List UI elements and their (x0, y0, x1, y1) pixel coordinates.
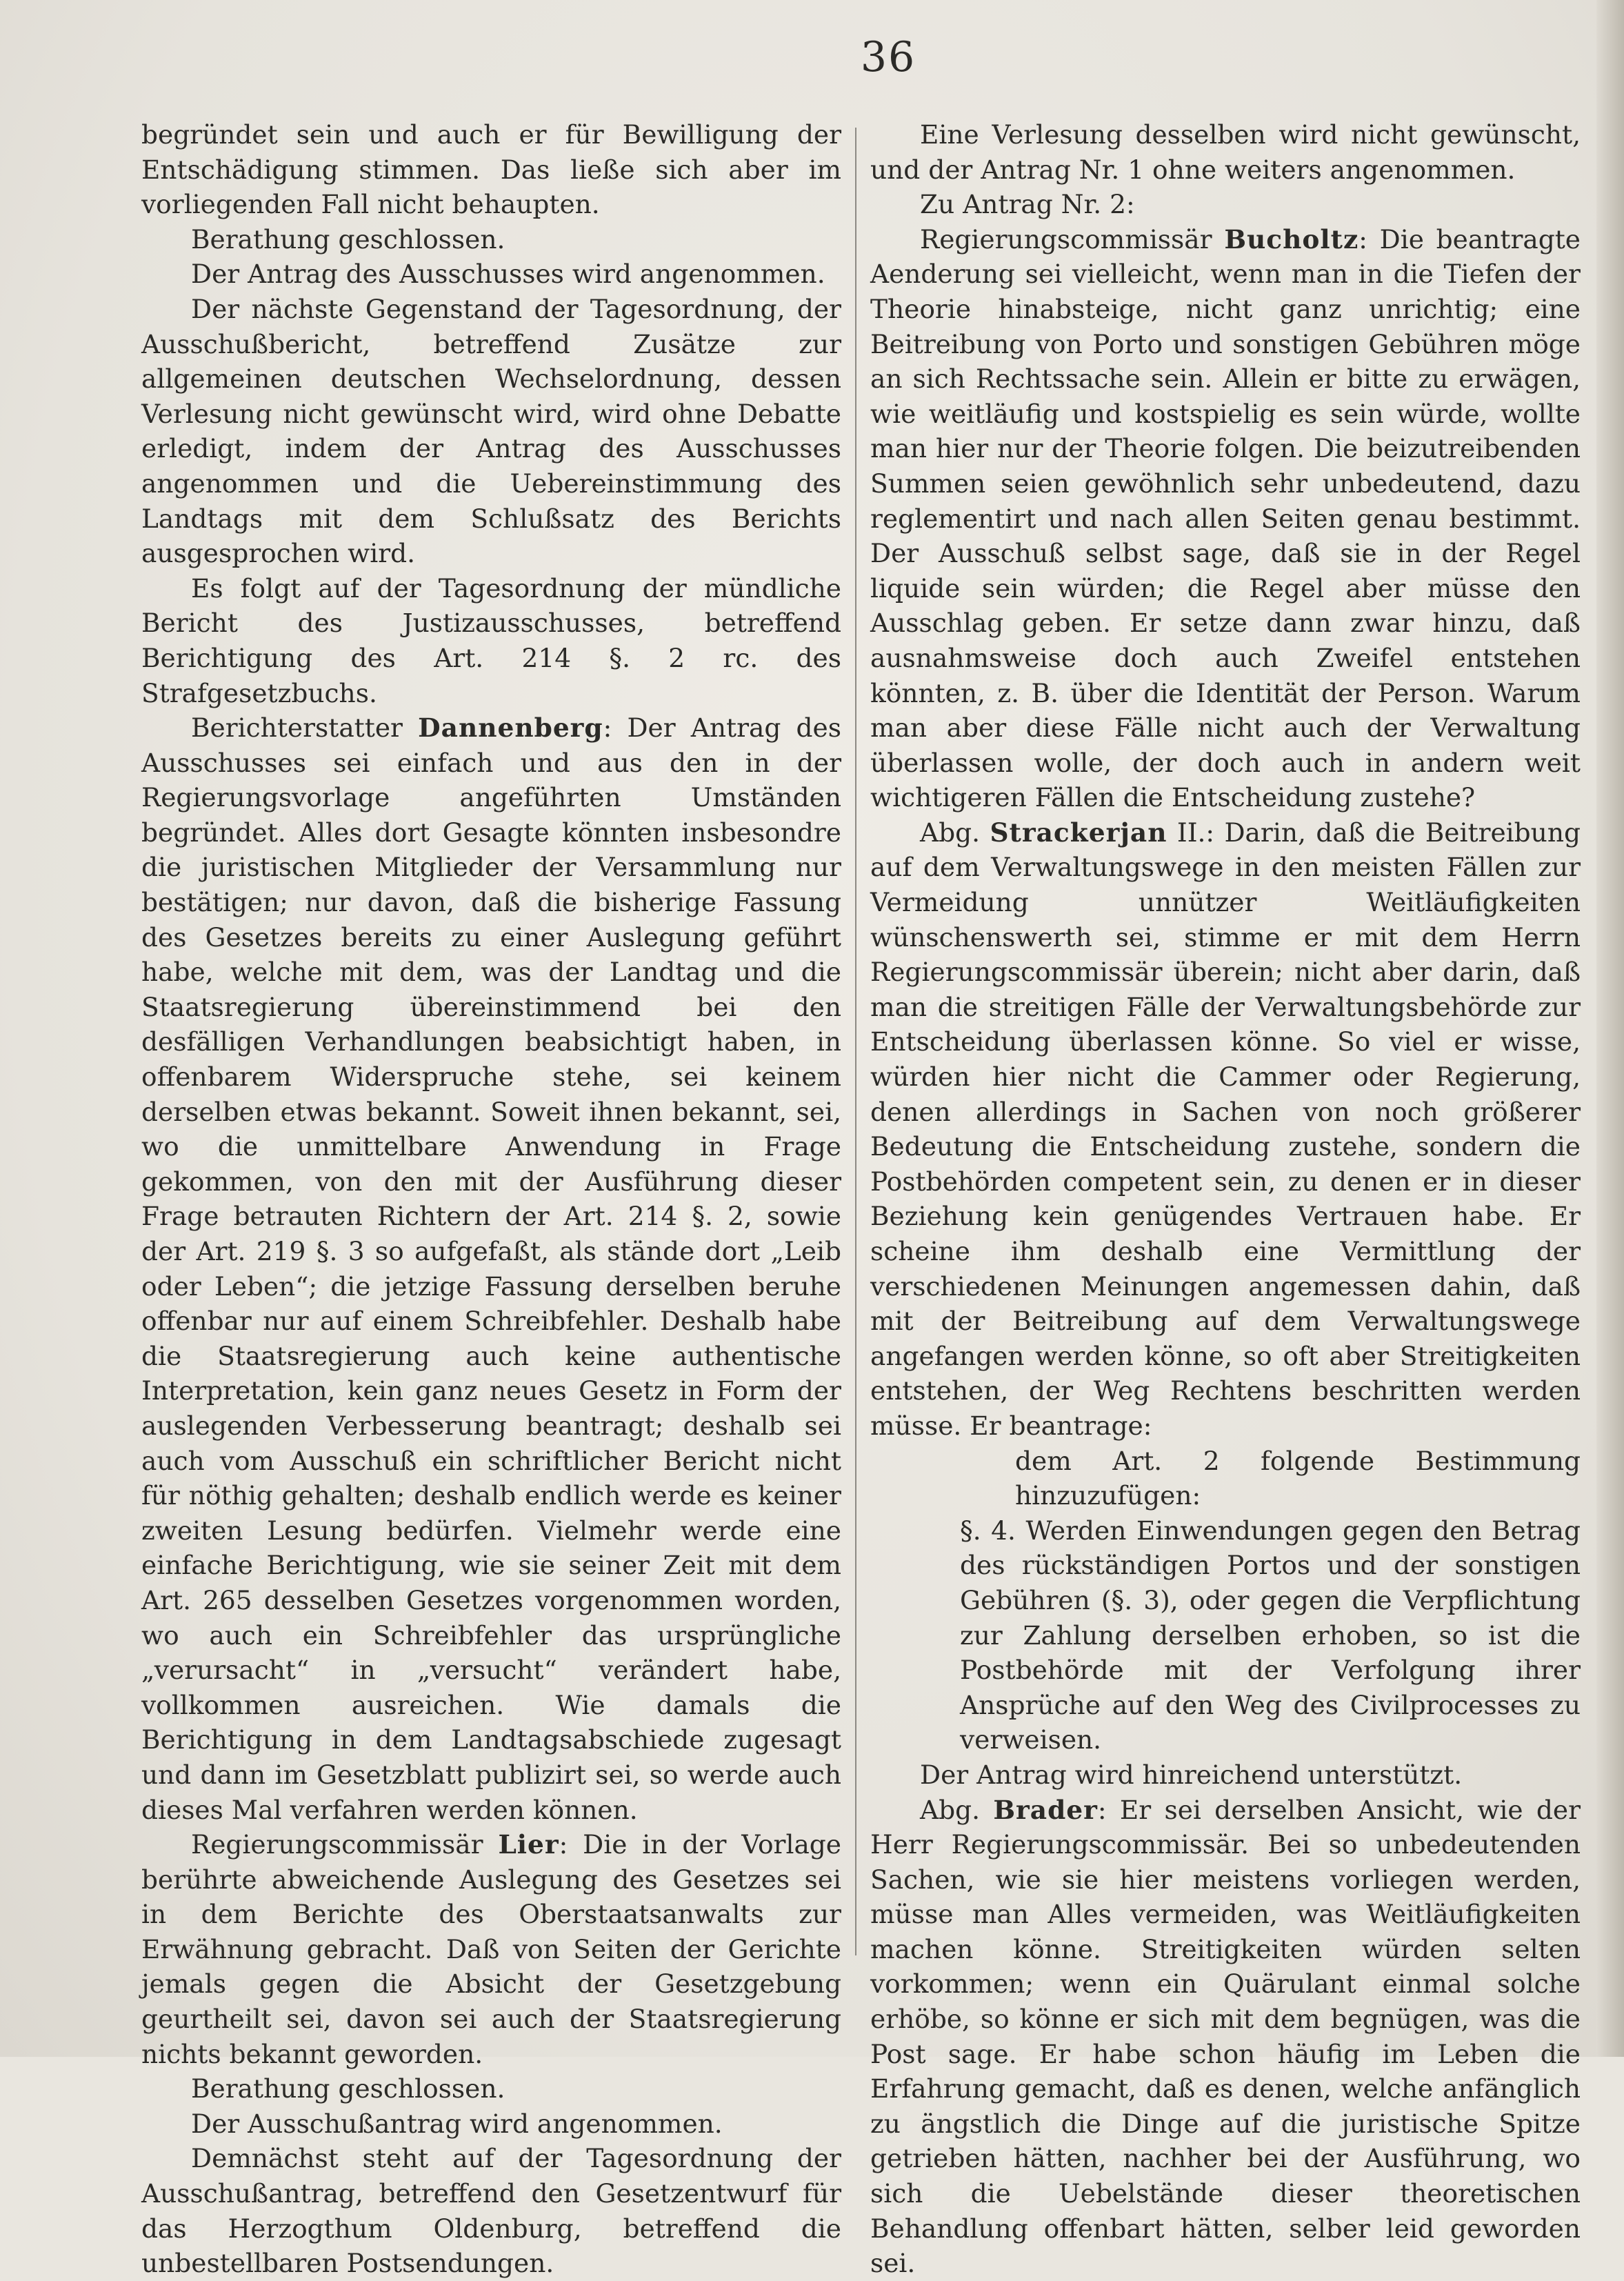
paragraph: Der nächste Gegenstand der Tagesordnung, der Ausschußbericht, betreffend Zusätze zur allgemeinen deutschen Wechselordnung, dessen Verlesung nicht gewünscht wird, wird ohne Debatte erledigt, indem der Antrag des Ausschusses angenommen und die Uebereinstimmung des Landtags mit dem Schlußsatz des Berichts ausgesprochen wird. (141, 293, 841, 569)
paragraph: Der Antrag wird hinreichend unterstützt. (920, 1759, 1463, 1790)
paragraph: Demnächst steht auf der Tagesordnung der Ausschußantrag, betreffend den Gesetzentwurf für das Herzogthum Oldenburg, betreffend die unbestellbaren Postsendungen. (141, 2143, 841, 2279)
left-column (141, 117, 841, 2281)
speaker-title: Abg. (920, 1794, 981, 1825)
speaker-title: Berichterstatter (191, 713, 403, 744)
paragraph: Zu Antrag Nr. 2: (920, 189, 1135, 220)
speech-text: : Die beantragte Aenderung sei vielleicht, wenn man in die Tiefen der Theorie hinabsteige, nicht ganz unrichtig; eine Beitreibung von Porto und sonstigen Gebühren möge an sich Rechtssache sein. Allein er bitte zu erwägen, wie weitläufig und kostspielig es sein würde, wollte man hier nur der Theorie folgen. Die beizutreibenden Summen seien gewöhnlich sehr unbedeutend, dazu reglementirt und nach allen Seiten genau bestimmt. Der Ausschuß selbst sage, daß sie in der Regel liquide sein würden; die Regel aber müsse den Ausschlag geben. Er setze dann zwar hinzu, daß ausnahmsweise doch auch Zweifel entstehen könnten, z. B. über die Identität der Person. Warum man aber diese Fälle nicht auch der Verwaltung überlassen wolle, der doch auch in andern weit wichtigeren Fällen die Entscheidung zustehe? (870, 223, 1581, 813)
paragraph: Der Ausschußantrag wird angenommen. (191, 2108, 723, 2139)
paragraph: Berathung geschlossen. (191, 2073, 505, 2104)
paragraph: Es folgt auf der Tagesordnung der mündliche Bericht des Justizausschusses, betreffend Berichtigung des Art. 214 §. 2 rc. des Strafgesetzbuchs. (141, 572, 841, 708)
speaker-name: Dannenberg (418, 713, 603, 744)
motion-text: §. 4. Werden Einwendungen gegen den Betrag des rückständigen Portos und der sonstigen Gebühren (§. 3), oder gegen die Verpflichtung zur Zahlung derselben erhoben, so ist die Postbehörde mit der Verfolgung ihrer Ansprüche auf den Weg des Civilprocesses zu verweisen. (960, 1515, 1581, 1755)
paragraph: Eine Verlesung desselben wird nicht gewünscht, und der Antrag Nr. 1 ohne weiters angenommen. (870, 119, 1581, 185)
speech-text: II.: Darin, daß die Beitreibung auf dem Verwaltungswege in den meisten Fällen zur Vermeidung unnützer Weitläufigkeiten wünschenswerth sei, stimme er mit dem Herrn Regierungscommissär überein; nicht aber darin, daß man die streitigen Fälle der Verwaltungsbehörde zur Entscheidung überlassen könne. So viel er wisse, würden hier nicht die Cammer oder Regierung, denen allerdings in Sachen von noch größerer Bedeutung die Entscheidung zustehe, sondern die Postbehörden competent sein, zu denen er in dieser Beziehung kein genügendes Vertrauen habe. Er scheine ihm deshalb eine Vermittlung der verschiedenen Meinungen angemessen dahin, daß mit der Beitreibung auf dem Verwaltungswege angefangen werden könne, so oft aber Streitigkeiten entstehen, der Weg Rechtens beschritten werden müsse. Er beantrage: (870, 817, 1581, 1441)
speech-paragraph (870, 815, 1581, 1444)
page-number: 36 (860, 33, 916, 81)
speech-text: : Die in der Vorlage berührte abweichende Auslegung des Gesetzes sei in dem Berichte des Oberstaatsanwalts zur Erwähnung gebracht. Daß von Seiten der Gerichte jemals gegen die Absicht der Gesetzgebung geurtheilt sei, davon sei auch der Staatsregierung nichts bekannt geworden. (141, 1829, 841, 2069)
speech-paragraph (870, 222, 1581, 815)
paragraph: Berathung geschlossen. (191, 223, 505, 255)
speech-text: : Er sei derselben Ansicht, wie der Herr Regierungscommissär. Bei so unbedeutenden Sachen, wie sie hier meistens vorliegen werden, müsse man Alles vermeiden, was Weitläufigkeiten machen könne. Streitigkeiten würden selten vorkommen; wenn ein Quärulant einmal solche erhöbe, so könne er sich mit dem begnügen, was die Post sage. Er habe schon häufig im Leben die Erfahrung gemacht, daß es denen, welche anfänglich zu ängstlich die Dinge auf die juristische Spitze getrieben hätten, nachher bei der Ausführung, wo sich die Uebelstände dieser theoretischen Behandlung offenbart hätten, selber leid geworden sei. (870, 1794, 1581, 2279)
right-column (870, 117, 1581, 2281)
speaker-title: Abg. (920, 817, 981, 848)
speech-paragraph (141, 710, 841, 1827)
page-edge-shadow (1596, 0, 1624, 2057)
speaker-name: Bucholtz (1224, 223, 1359, 255)
speaker-name: Lier (498, 1829, 559, 1860)
speech-text: : Der Antrag des Ausschusses sei einfach und aus den in der Regierungsvorlage angeführten Umständen begründet. Alles dort Gesagte könnten insbesondre die juristischen Mitglieder der Versammlung nur bestätigen; nur davon, daß die bisherige Fassung des Gesetzes bereits zu einer Auslegung geführt habe, welche mit dem, was der Landtag und die Staatsregierung übereinstimmend bei den desfälligen Verhandlungen beabsichtigt haben, in offenbarem Widerspruche stehe, sei keinem derselben etwas bekannt. Soweit ihnen bekannt, sei, wo die unmittelbare Anwendung in Frage gekommen, von den mit der Ausführung dieser Frage betrauten Richtern der Art. 214 §. 2, sowie der Art. 219 §. 3 so aufgefaßt, als stände dort „Leib oder Leben“; die jetzige Fassung derselben beruhe offenbar nur auf einem Schreibfehler. Deshalb habe die Staatsregierung auch keine authentische Interpretation, kein ganz neues Gesetz in Form der auslegenden Verbesserung beantragt; deshalb sei auch vom Ausschuß ein schriftlicher Bericht nicht für nöthig gehalten; deshalb endlich werde es keiner zweiten Lesung bedürfen. Vielmehr werde eine einfache Berichtigung, wie sie seiner Zeit mit dem Art. 265 desselben Gesetzes vorgenommen worden, wo auch ein Schreibfehler das ursprüngliche „verursacht“ in „versucht“ verändert habe, vollkommen ausreichen. Wie damals die Berichtigung in dem Landtagsabschiede zugesagt und dann im Gesetzblatt publizirt sei, so werde auch dieses Mal verfahren werden können. (141, 713, 841, 1825)
speaker-title: Regierungscommissär (920, 223, 1212, 255)
paragraph: Der Antrag des Ausschusses wird angenommen. (191, 259, 825, 290)
speaker-title: Regierungscommissär (191, 1829, 483, 1860)
speech-paragraph (141, 1827, 841, 2071)
paragraph: begründet sein und auch er für Bewilligung der Entschädigung stimmen. Das ließe sich aber im vorliegenden Fall nicht behaupten. (141, 119, 841, 220)
speech-paragraph (870, 1793, 1581, 2281)
column-divider (855, 128, 856, 1955)
speaker-name: Strackerjan (990, 817, 1167, 848)
motion-intro: dem Art. 2 folgende Bestimmung hinzuzufügen: (1015, 1445, 1581, 1511)
speaker-name: Brader (993, 1794, 1098, 1825)
